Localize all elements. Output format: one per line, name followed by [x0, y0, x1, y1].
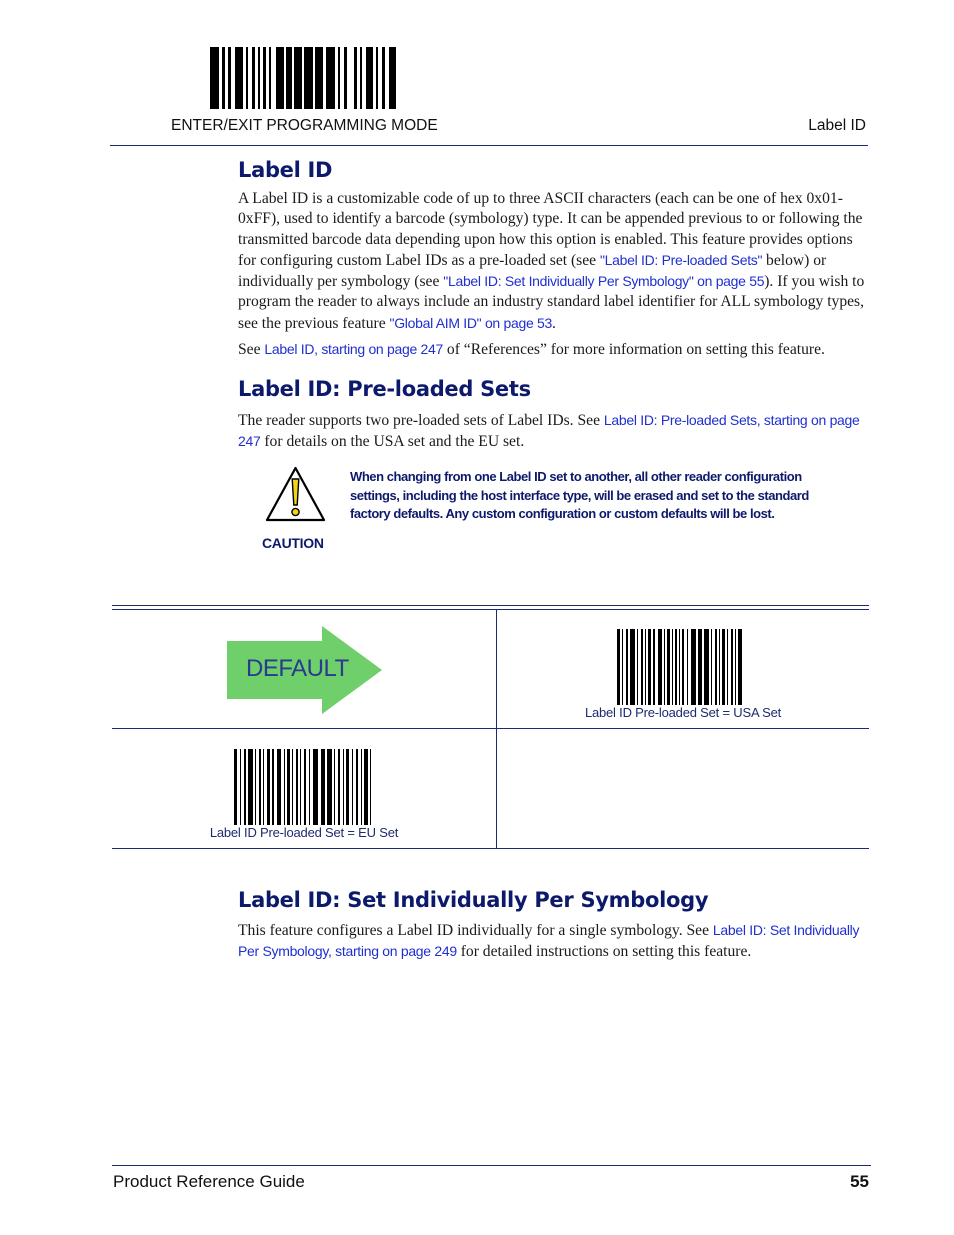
- programming-mode-barcode: [210, 47, 396, 109]
- caution-icon: [264, 465, 327, 523]
- label-id-description: [238, 189, 870, 334]
- default-label: DEFAULT: [246, 655, 349, 682]
- header-rule: [110, 145, 868, 146]
- footer-title: Product Reference Guide: [113, 1172, 305, 1191]
- text: See: [238, 341, 265, 358]
- page-number: 55: [850, 1172, 869, 1191]
- section-title-label-id: Label ID: [238, 158, 333, 182]
- link-global-aim-id[interactable]: "Global AIM ID" on page 53: [389, 314, 553, 331]
- caution-text: When changing from one Label ID set to another, all other reader configuration settings, including the host interface type, will be erased and set to the standard factory defaults. Any custom configuration or custom defaults will be lost.: [350, 469, 809, 521]
- eu-set-barcode[interactable]: [234, 749, 371, 825]
- text: The reader supports two pre-loaded sets of Label IDs. See: [238, 412, 604, 429]
- text: This feature configures a Label ID individually for a single symbology. See: [238, 922, 713, 939]
- section-title-preloaded-sets: Label ID: Pre-loaded Sets: [238, 377, 531, 401]
- link-set-individually-reference[interactable]: Label ID: Set Individually Per Symbology, starting on page 249: [238, 922, 860, 960]
- text: below) or individually per symbology (see: [238, 251, 827, 291]
- table-bottom-rule: [112, 848, 869, 849]
- eu-set-caption: Label ID Pre-loaded Set = EU Set: [209, 825, 399, 840]
- table-top-rule-1: [112, 605, 869, 606]
- table-top-rule-2: [112, 609, 869, 610]
- link-preloaded-sets[interactable]: "Label ID: Pre-loaded Sets": [600, 251, 763, 268]
- text: for details on the USA set and the EU set.: [260, 433, 525, 451]
- text: of “References” for more information on setting this feature.: [443, 341, 825, 358]
- caution-label: CAUTION: [262, 535, 324, 551]
- set-individually-description: [238, 920, 870, 963]
- preloaded-sets-description: [238, 410, 870, 453]
- table-middle-rule: [112, 728, 869, 729]
- usa-set-barcode[interactable]: [617, 629, 742, 705]
- link-preloaded-sets-reference[interactable]: Label ID: Pre-loaded Sets, starting on page 247: [238, 412, 860, 450]
- usa-set-caption: Label ID Pre-loaded Set = USA Set: [584, 705, 782, 720]
- header-right-label: Label ID: [808, 117, 866, 134]
- label-id-reference: [238, 339, 878, 360]
- text: A Label ID is a customizable code of up to three ASCII characters (each can be one of hex 0x01-0xFF), used to identify a barcode (symbology) type. It can be appended previous to or following the transmitted barcode data depending upon how this option is enabled. This feature provides options for configuring custom Label IDs as a pre-loaded set (see: [238, 190, 863, 269]
- section-title-set-individually: Label ID: Set Individually Per Symbology: [238, 888, 709, 912]
- footer-rule: [112, 1165, 871, 1166]
- link-label-id-references[interactable]: Label ID, starting on page 247: [264, 341, 444, 357]
- link-set-individually[interactable]: "Label ID: Set Individually Per Symbology" on page 55: [443, 273, 765, 290]
- text: .: [552, 314, 556, 332]
- text: for detailed instructions on setting this feature.: [456, 943, 752, 961]
- table-column-divider: [496, 609, 497, 849]
- header-left-label: ENTER/EXIT PROGRAMMING MODE: [171, 117, 438, 134]
- text: ). If you wish to program the reader to always include an industry standard label identifier for ALL symbology types, see the previous feature: [238, 273, 865, 332]
